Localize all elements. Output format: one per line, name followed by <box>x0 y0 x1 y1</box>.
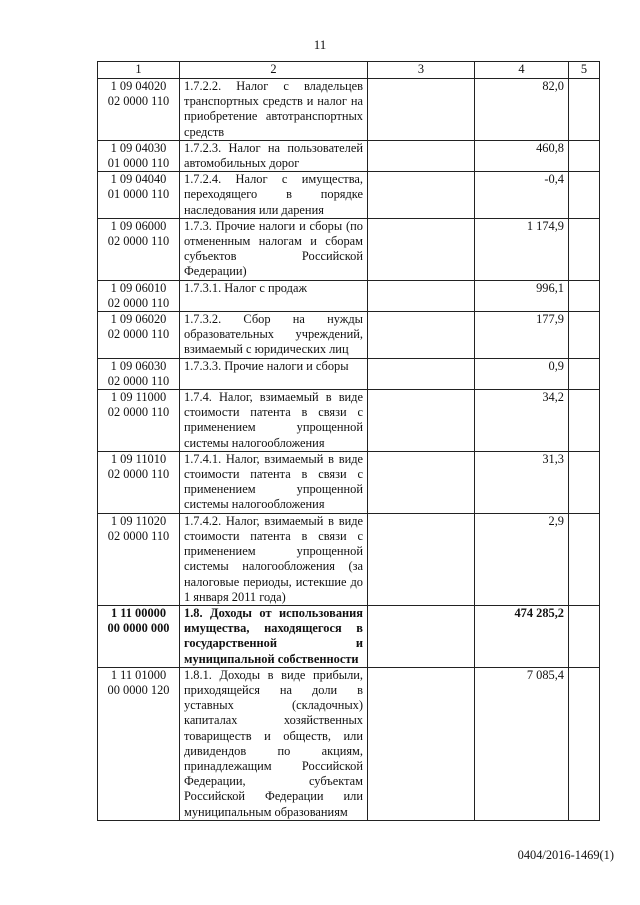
col5-cell <box>569 667 600 820</box>
col5-cell <box>569 280 600 311</box>
code-cell: 1 11 00000 00 0000 000 <box>98 605 180 667</box>
name-cell: 1.7.3.3. Прочие налоги и сборы <box>180 358 368 389</box>
code-cell: 1 09 06000 02 0000 110 <box>98 218 180 280</box>
name-cell: 1.7.4.2. Налог, взимаемый в виде стоимости патента в связи с применением упрощенной системы налогообложения (за налоговые периоды, истекшие до 1 января 2011 года) <box>180 513 368 605</box>
column-header: 2 <box>180 62 368 79</box>
table-row <box>98 605 600 667</box>
col3-cell <box>368 280 475 311</box>
col5-cell <box>569 79 600 141</box>
col5-cell <box>569 218 600 280</box>
col5-cell <box>569 140 600 171</box>
table-header-row <box>98 62 600 79</box>
column-header: 1 <box>98 62 180 79</box>
amount-cell: 82,0 <box>475 79 569 141</box>
name-cell: 1.7.3. Прочие налоги и сборы (по отмененным налогам и сборам субъектов Российской Федерации) <box>180 218 368 280</box>
amount-cell: 177,9 <box>475 312 569 359</box>
col3-cell <box>368 513 475 605</box>
table-row <box>98 280 600 311</box>
code-cell: 1 09 11010 02 0000 110 <box>98 451 180 513</box>
page-number: 11 <box>313 37 327 52</box>
col5-cell <box>569 451 600 513</box>
col3-cell <box>368 451 475 513</box>
amount-cell: 7 085,4 <box>475 667 569 820</box>
table-row <box>98 140 600 171</box>
col3-cell <box>368 667 475 820</box>
name-cell: 1.7.3.1. Налог с продаж <box>180 280 368 311</box>
amount-cell: -0,4 <box>475 172 569 219</box>
table-row <box>98 451 600 513</box>
code-cell: 1 11 01000 00 0000 120 <box>98 667 180 820</box>
name-cell: 1.7.2.4. Налог с имущества, переходящего в порядке наследования или дарения <box>180 172 368 219</box>
amount-cell: 31,3 <box>475 451 569 513</box>
code-cell: 1 09 04030 01 0000 110 <box>98 140 180 171</box>
name-cell: 1.7.4.1. Налог, взимаемый в виде стоимости патента в связи с применением упрощенной системы налогообложения <box>180 451 368 513</box>
name-cell: 1.7.2.3. Налог на пользователей автомобильных дорог <box>180 140 368 171</box>
table-row <box>98 312 600 359</box>
col3-cell <box>368 218 475 280</box>
code-cell: 1 09 11020 02 0000 110 <box>98 513 180 605</box>
table-row <box>98 513 600 605</box>
amount-cell: 460,8 <box>475 140 569 171</box>
table-row <box>98 172 600 219</box>
name-cell: 1.7.3.2. Сбор на нужды образовательных учреждений, взимаемый с юридических лиц <box>180 312 368 359</box>
col3-cell <box>368 172 475 219</box>
name-cell: 1.7.4. Налог, взимаемый в виде стоимости патента в связи с применением упрощенной системы налогообложения <box>180 390 368 452</box>
code-cell: 1 09 11000 02 0000 110 <box>98 390 180 452</box>
code-cell: 1 09 06030 02 0000 110 <box>98 358 180 389</box>
code-cell: 1 09 06020 02 0000 110 <box>98 312 180 359</box>
col5-cell <box>569 390 600 452</box>
col3-cell <box>368 79 475 141</box>
col3-cell <box>368 390 475 452</box>
amount-cell: 0,9 <box>475 358 569 389</box>
amount-cell: 2,9 <box>475 513 569 605</box>
col3-cell <box>368 605 475 667</box>
col3-cell <box>368 312 475 359</box>
col5-cell <box>569 358 600 389</box>
code-cell: 1 09 04020 02 0000 110 <box>98 79 180 141</box>
name-cell: 1.8. Доходы от использования имущества, находящегося в государственной и муниципальной собственности <box>180 605 368 667</box>
code-cell: 1 09 06010 02 0000 110 <box>98 280 180 311</box>
amount-cell: 474 285,2 <box>475 605 569 667</box>
document-registration-code: 0404/2016-1469(1) <box>517 848 614 862</box>
code-cell: 1 09 04040 01 0000 110 <box>98 172 180 219</box>
table-row <box>98 390 600 452</box>
budget-table <box>97 61 600 821</box>
table-row <box>98 218 600 280</box>
col3-cell <box>368 140 475 171</box>
column-header: 4 <box>475 62 569 79</box>
name-cell: 1.7.2.2. Налог с владельцев транспортных средств и налог на приобретение автотранспортных средств <box>180 79 368 141</box>
col3-cell <box>368 358 475 389</box>
table-row <box>98 667 600 820</box>
amount-cell: 34,2 <box>475 390 569 452</box>
col5-cell <box>569 312 600 359</box>
table-row <box>98 358 600 389</box>
col5-cell <box>569 172 600 219</box>
col5-cell <box>569 513 600 605</box>
table-row <box>98 79 600 141</box>
name-cell: 1.8.1. Доходы в виде прибыли, приходящейся на доли в уставных (складочных) капиталах хозяйственных товариществ и обществ, или дивидендов по акциям, принадлежащим Российской Федерации, субъектам Российской Федерации или муниципальным образованиям <box>180 667 368 820</box>
col5-cell <box>569 605 600 667</box>
amount-cell: 996,1 <box>475 280 569 311</box>
amount-cell: 1 174,9 <box>475 218 569 280</box>
column-header: 5 <box>569 62 600 79</box>
column-header: 3 <box>368 62 475 79</box>
